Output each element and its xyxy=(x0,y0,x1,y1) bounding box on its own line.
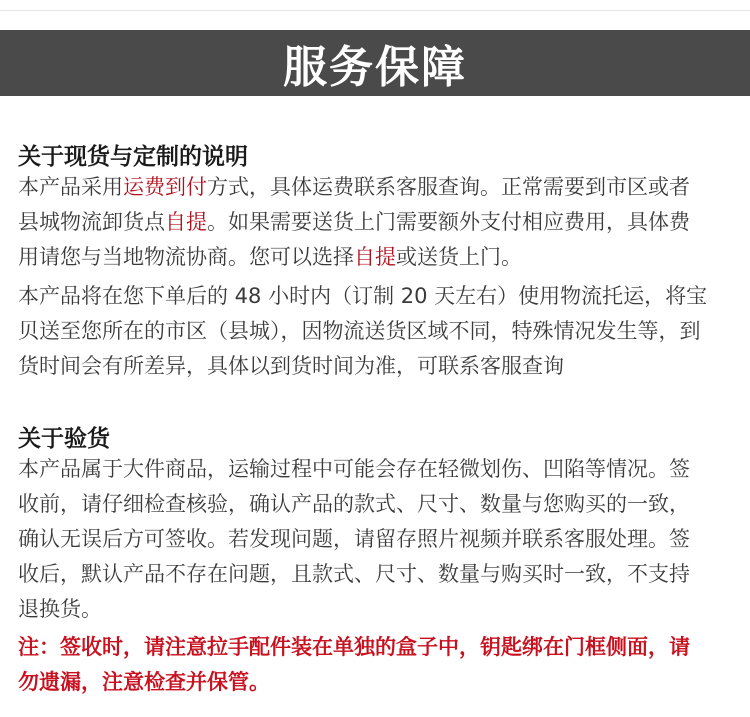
note-line: 注：签收时，请注意拉手配件装在单独的盒子中，钥匙绑在门框侧面，请 xyxy=(18,635,690,659)
paragraph-delivery-time xyxy=(18,279,750,384)
inspection-line: 退换货。 xyxy=(18,597,102,621)
section-heading-stock-custom: 关于现货与定制的说明 xyxy=(18,144,248,170)
delivery-time-line: 货时间会有所差异，具体以到货时间为准，可联系客服查询 xyxy=(18,354,564,378)
highlight-text: 自提 xyxy=(165,210,207,234)
banner-title: 服务保障 xyxy=(283,42,467,93)
service-banner xyxy=(0,30,750,96)
note-line: 勿遗漏，注意检查并保管。 xyxy=(18,670,270,694)
inspection-line: 收前，请仔细检查核验，确认产品的款式、尺寸、数量与您购买的一致， xyxy=(18,492,690,516)
body-text: 或送货上门。 xyxy=(396,245,522,269)
highlight-text: 运费到付 xyxy=(123,175,207,199)
body-text: 本产品采用 xyxy=(18,175,123,199)
section-heading-inspection: 关于验货 xyxy=(18,426,110,452)
inspection-line: 收后，默认产品不存在问题，且款式、尺寸、数量与购买时一致，不支持 xyxy=(18,562,690,586)
delivery-time-line: 贝送至您所在的市区（县城），因物流送货区域不同，特殊情况发生等，到 xyxy=(18,319,701,343)
body-text: 用请您与当地物流协商。您可以选择 xyxy=(18,245,354,269)
body-text: 。如果需要送货上门需要额外支付相应费用，具体费 xyxy=(207,210,690,234)
body-text: 县城物流卸货点 xyxy=(18,210,165,234)
shipping-line xyxy=(18,170,750,205)
body-text: 方式，具体运费联系客服查询。正常需要到市区或者 xyxy=(207,175,690,199)
inspection-line: 本产品属于大件商品，运输过程中可能会存在轻微划伤、凹陷等情况。签 xyxy=(18,457,690,481)
highlight-text: 自提 xyxy=(354,245,396,269)
paragraph-note xyxy=(18,630,750,700)
paragraph-shipping xyxy=(18,170,750,275)
shipping-line xyxy=(18,205,750,240)
delivery-time-line: 本产品将在您下单后的 48 小时内（订制 20 天左右）使用物流托运，将宝 xyxy=(18,284,708,308)
paragraph-inspection xyxy=(18,452,750,627)
top-divider xyxy=(0,10,750,11)
inspection-line: 确认无误后方可签收。若发现问题，请留存照片视频并联系客服处理。签 xyxy=(18,527,690,551)
shipping-line xyxy=(18,240,750,275)
